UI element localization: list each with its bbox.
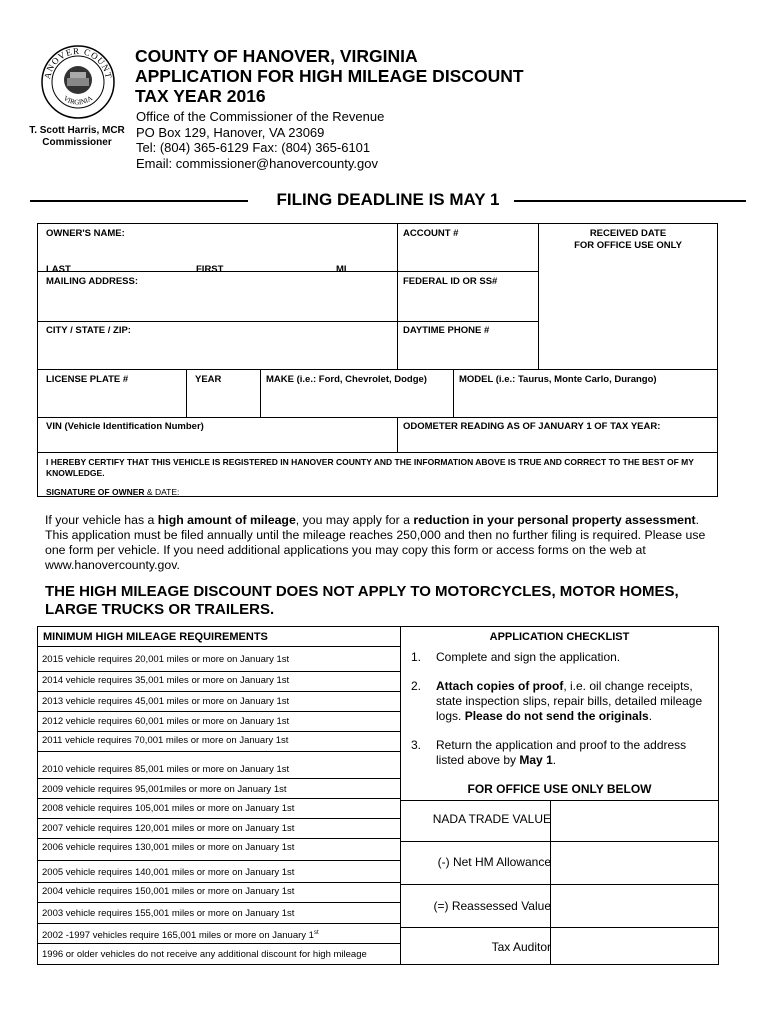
last-name-label: LAST bbox=[46, 264, 71, 275]
model-label: MODEL (i.e.: Taurus, Monte Carlo, Durango) bbox=[459, 374, 657, 385]
item-number: 3. bbox=[411, 738, 422, 752]
office-row-nada bbox=[401, 801, 718, 842]
middle-initial-label: MI bbox=[336, 264, 347, 275]
office-phone: Tel: (804) 365-6129 Fax: (804) 365-6101 bbox=[136, 140, 371, 155]
title-line-1: COUNTY OF HANOVER, VIRGINIA bbox=[135, 46, 418, 66]
reassessed-label: (=) Reassessed Value bbox=[433, 899, 551, 913]
commissioner-block bbox=[28, 125, 126, 149]
table-row: 2007 vehicle requires 120,001 miles or more on January 1st bbox=[38, 819, 400, 839]
requirements-table bbox=[37, 626, 401, 965]
seal-text-top: ANOVER COUNT bbox=[42, 45, 114, 80]
item-text bbox=[436, 738, 714, 768]
table-row: 2005 vehicle requires 140,001 miles or more on January 1st bbox=[38, 861, 400, 883]
office-row-net bbox=[401, 842, 718, 885]
year-label: YEAR bbox=[195, 374, 222, 385]
office-address: PO Box 129, Hanover, VA 23069 bbox=[136, 124, 325, 140]
title-line-2: APPLICATION FOR HIGH MILEAGE DISCOUNT bbox=[135, 66, 524, 86]
divider bbox=[38, 321, 538, 322]
divider bbox=[453, 369, 454, 417]
office-use-heading: FOR OFFICE USE ONLY BELOW bbox=[467, 782, 652, 796]
item-bold: Please do not send the originals bbox=[464, 709, 649, 723]
divider bbox=[38, 417, 718, 418]
table-row: 2014 vehicle requires 35,001 miles or more on January 1st bbox=[38, 672, 400, 692]
signature-line bbox=[46, 487, 179, 497]
item-number: 2. bbox=[411, 679, 422, 693]
info-paragraph bbox=[45, 513, 725, 573]
superscript: st bbox=[313, 930, 319, 936]
divider bbox=[38, 369, 718, 370]
application-form bbox=[37, 223, 718, 497]
para-text: . This application must be filed annually until the mileage reaches 250,000 and then no further filing is required. Please use one form per vehicle. If you need additional applications you may copy this form or access forms on the web at www.hanovercounty.gov. bbox=[45, 513, 706, 572]
title-line-3: TAX YEAR 2016 bbox=[135, 86, 266, 106]
license-plate-label: LICENSE PLATE # bbox=[46, 374, 129, 385]
divider bbox=[38, 452, 718, 453]
table-row: 2004 vehicle requires 150,001 miles or more on January 1st bbox=[38, 883, 400, 903]
office-row-auditor bbox=[401, 928, 718, 966]
page-title bbox=[135, 46, 524, 106]
item-text: Complete and sign the application. bbox=[436, 650, 621, 664]
table-row: 2015 vehicle requires 20,001 miles or more on January 1st bbox=[38, 647, 400, 672]
office-email: Email: commissioner@hanovercounty.gov bbox=[136, 155, 378, 171]
para-bold: reduction in your personal property assessment bbox=[413, 513, 696, 527]
table-row: 2009 vehicle requires 95,001miles or more on January 1st bbox=[38, 779, 400, 799]
divider bbox=[397, 417, 398, 452]
divider bbox=[397, 224, 398, 369]
para-bold: high amount of mileage bbox=[157, 513, 296, 527]
mailing-address-label: MAILING ADDRESS: bbox=[46, 276, 139, 287]
table-row: 2013 vehicle requires 45,001 miles or more on January 1st bbox=[38, 692, 400, 712]
nada-label: NADA TRADE VALUE bbox=[432, 812, 551, 826]
para-text: , you may apply for a bbox=[295, 513, 414, 527]
office-use-label: FOR OFFICE USE ONLY bbox=[574, 240, 682, 251]
make-label: MAKE (i.e.: Ford, Chevrolet, Dodge) bbox=[266, 374, 427, 385]
office-name: Office of the Commissioner of the Revenue bbox=[136, 109, 385, 124]
table-row: 1996 or older vehicles do not receive any additional discount for high mileage bbox=[42, 949, 367, 960]
item-body: Return the application and proof to the address listed above by bbox=[436, 738, 687, 767]
commissioner-name: T. Scott Harris, MCR bbox=[29, 125, 125, 136]
signature-label: SIGNATURE OF OWNER bbox=[46, 487, 145, 497]
item-number: 1. bbox=[411, 650, 422, 664]
para-text: If your vehicle has a bbox=[45, 513, 158, 527]
commissioner-title: Commissioner bbox=[42, 137, 112, 148]
item-end: . bbox=[552, 753, 557, 767]
county-seal bbox=[40, 44, 116, 120]
office-row-reassessed bbox=[401, 885, 718, 928]
certification-text: I HEREBY CERTIFY THAT THIS VEHICLE IS REGISTERED IN HANOVER COUNTY AND THE INFORMATION ABOVE IS TRUE AND CORRECT TO THE BEST OF MY KNOWLEDGE. bbox=[46, 457, 694, 478]
deadline-text: FILING DEADLINE IS MAY 1 bbox=[276, 190, 500, 209]
table-row: 2010 vehicle requires 85,001 miles or more on January 1st bbox=[38, 752, 400, 779]
item-end: . bbox=[648, 709, 653, 723]
deadline-banner bbox=[30, 190, 746, 212]
table-row bbox=[38, 924, 400, 944]
net-allowance-label: (-) Net HM Allowance bbox=[437, 855, 551, 869]
tax-auditor-label: Tax Auditor bbox=[491, 940, 551, 954]
daytime-phone-label: DAYTIME PHONE # bbox=[403, 325, 490, 336]
checklist-heading: APPLICATION CHECKLIST bbox=[489, 631, 630, 643]
table-row: 2008 vehicle requires 105,001 miles or more on January 1st bbox=[38, 799, 400, 819]
office-use-table bbox=[401, 800, 718, 965]
odometer-label: ODOMETER READING AS OF JANUARY 1 OF TAX YEAR: bbox=[403, 421, 661, 432]
checklist-panel bbox=[401, 626, 719, 965]
divider bbox=[260, 369, 261, 417]
signature-date-label: & DATE: bbox=[146, 487, 180, 497]
table-row: 2006 vehicle requires 130,001 miles or more on January 1st bbox=[38, 839, 400, 861]
account-label: ACCOUNT # bbox=[403, 228, 459, 239]
city-state-zip-label: CITY / STATE / ZIP: bbox=[46, 325, 131, 336]
item-bold: Attach copies of proof bbox=[436, 679, 564, 693]
divider bbox=[397, 271, 538, 272]
seal-text-bottom: VIRGINIA bbox=[62, 94, 94, 107]
owners-name-label: OWNER'S NAME: bbox=[46, 228, 125, 239]
vin-label: VIN (Vehicle Identification Number) bbox=[46, 421, 204, 432]
row-text: 2002 -1997 vehicles require 165,001 miles or more on January 1 bbox=[42, 930, 314, 942]
divider bbox=[186, 369, 187, 417]
received-date-label: RECEIVED DATE bbox=[589, 228, 667, 239]
table-row: 2011 vehicle requires 70,001 miles or more on January 1st bbox=[38, 732, 400, 752]
first-name-label: FIRST bbox=[196, 264, 224, 275]
table-row: 2003 vehicle requires 155,001 miles or more on January 1st bbox=[38, 903, 400, 924]
item-bold: May 1 bbox=[519, 753, 553, 767]
svg-text:VIRGINIA bbox=[62, 94, 94, 106]
requirements-heading: MINIMUM HIGH MILEAGE REQUIREMENTS bbox=[38, 627, 400, 647]
item-body: , i.e. oil change receipts, state inspection slips, repair bills, detailed mileage logs. bbox=[436, 679, 703, 723]
table-row: 2012 vehicle requires 60,001 miles or more on January 1st bbox=[38, 712, 400, 732]
item-text bbox=[436, 679, 714, 724]
federal-id-label: FEDERAL ID OR SS# bbox=[403, 276, 498, 287]
office-info bbox=[136, 109, 384, 171]
exclusion-warning: THE HIGH MILEAGE DISCOUNT DOES NOT APPLY TO MOTORCYCLES, MOTOR HOMES, LARGE TRUCKS OR TRAILERS. bbox=[45, 583, 679, 618]
